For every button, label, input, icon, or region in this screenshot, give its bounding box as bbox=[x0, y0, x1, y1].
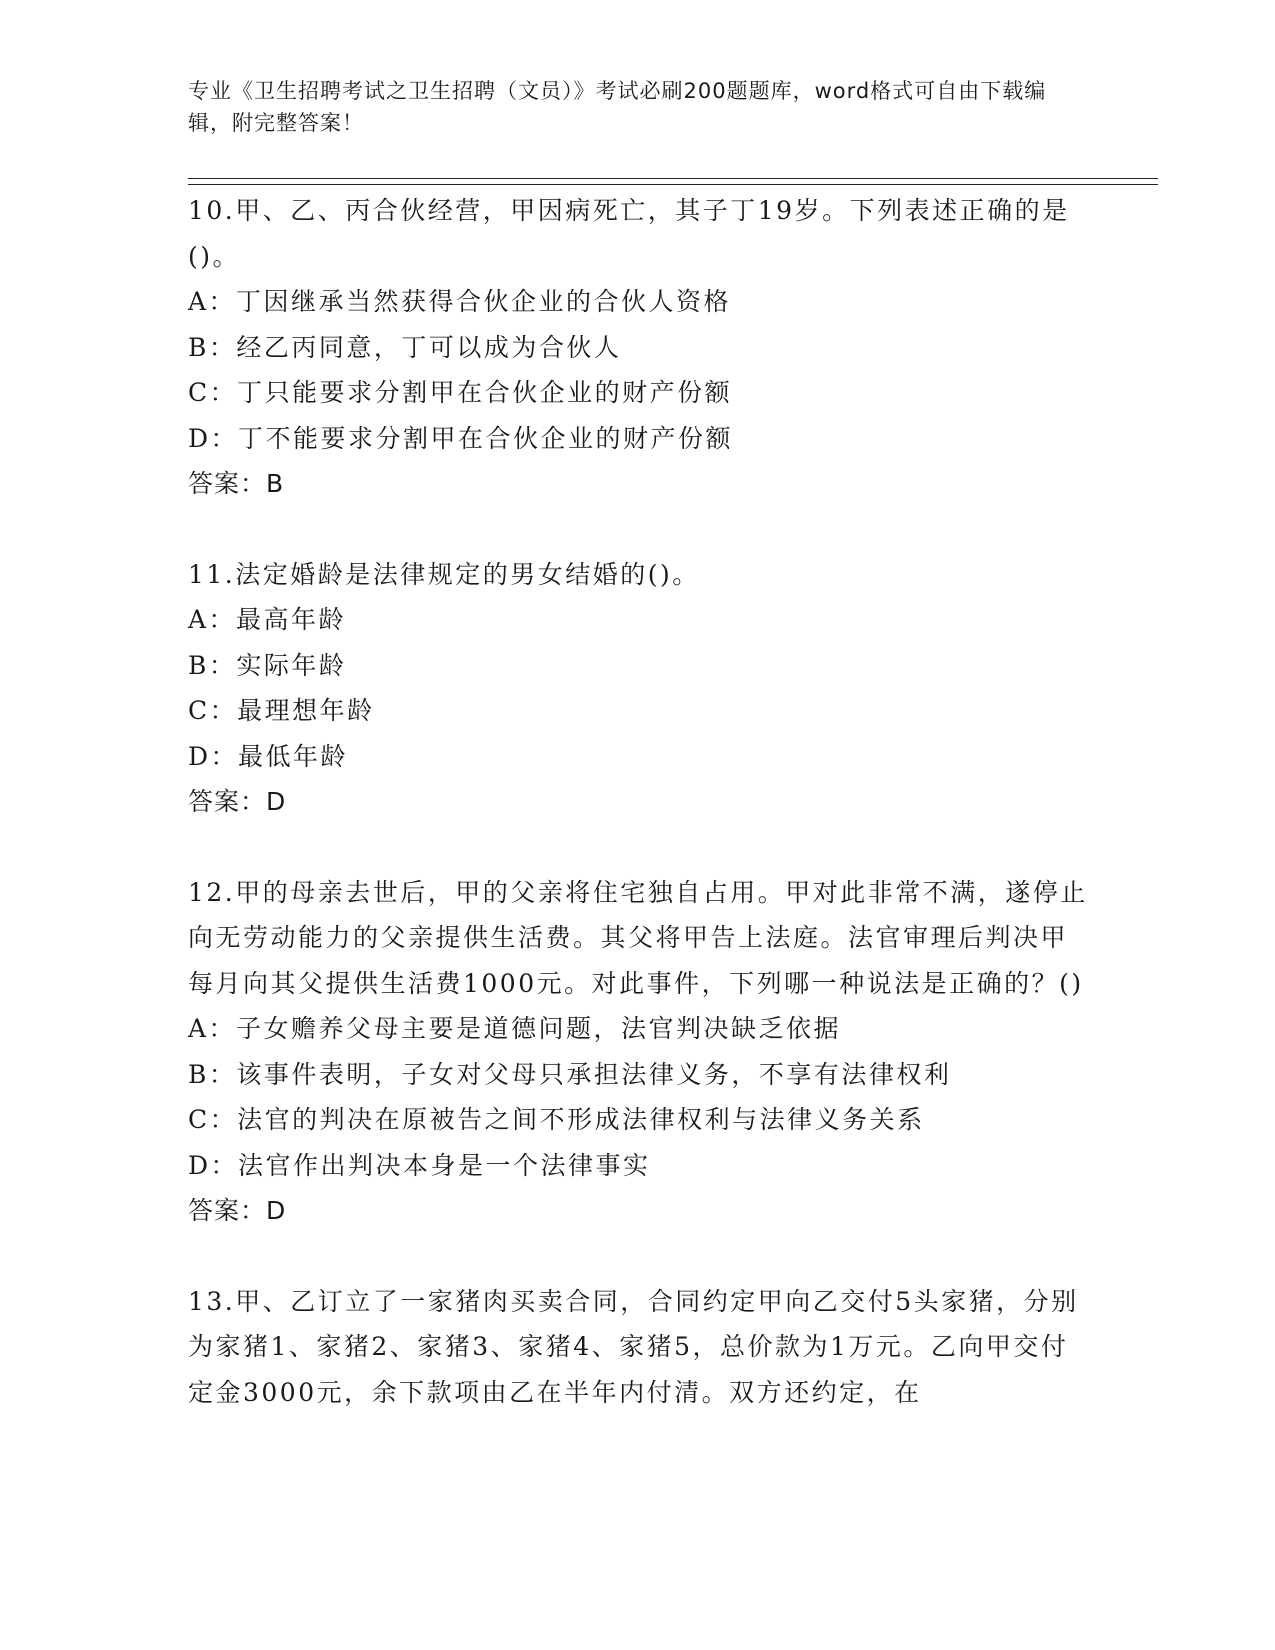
option-d: D：最低年龄 bbox=[188, 741, 349, 771]
answer-line: 答案：B bbox=[188, 469, 285, 498]
question-text: 10.甲、乙、丙合伙经营，甲因病死亡，其子丁19岁。下列表述正确的是()。 bbox=[188, 196, 1070, 271]
option-a: A：子女赡养父母主要是道德问题，法官判决缺乏依据 bbox=[188, 1014, 842, 1043]
question-10 bbox=[188, 188, 1088, 507]
option-d: D：法官作出判决本身是一个法律事实 bbox=[188, 1150, 651, 1180]
answer-line: 答案：D bbox=[188, 1196, 287, 1225]
option-b: B：经乙丙同意，丁可以成为合伙人 bbox=[188, 332, 622, 362]
header-divider-bottom bbox=[188, 184, 1158, 185]
question-13 bbox=[188, 1279, 1088, 1416]
question-text: 11.法定婚龄是法律规定的男女结婚的()。 bbox=[188, 559, 700, 589]
answer-line: 答案：D bbox=[188, 787, 287, 816]
option-b: B：实际年龄 bbox=[188, 650, 347, 680]
header-divider-top bbox=[188, 178, 1158, 179]
question-12 bbox=[188, 870, 1088, 1234]
question-text: 13.甲、乙订立了一家猪肉买卖合同，合同约定甲向乙交付5头家猪，分别为家猪1、家猪2、家猪3、家猪4、家猪5，总价款为1万元。乙向甲交付定金3000元，余下款项由乙在半年内付清。双方还约定，在 bbox=[188, 1286, 1079, 1407]
question-11 bbox=[188, 552, 1088, 825]
question-list bbox=[188, 188, 1088, 1415]
option-b: B：该事件表明，子女对父母只承担法律义务，不享有法律权利 bbox=[188, 1059, 952, 1089]
question-text: 12.甲的母亲去世后，甲的父亲将住宅独自占用。甲对此非常不满，遂停止向无劳动能力的父亲提供生活费。其父将甲告上法庭。法官审理后判决甲每月向其父提供生活费1000元。对此事件，下列哪一种说法是正确的？() bbox=[188, 877, 1088, 998]
option-a: A：最高年龄 bbox=[188, 605, 347, 634]
option-c: C：丁只能要求分割甲在合伙企业的财产份额 bbox=[188, 378, 733, 407]
option-c: C：法官的判决在原被告之间不形成法律权利与法律义务关系 bbox=[188, 1105, 925, 1134]
option-d: D：丁不能要求分割甲在合伙企业的财产份额 bbox=[188, 423, 734, 453]
option-c: C：最理想年龄 bbox=[188, 696, 375, 725]
document-header: 专业《卫生招聘考试之卫生招聘（文员）》考试必刷200题题库，word格式可自由下载编辑，附完整答案！ bbox=[188, 79, 1047, 135]
option-a: A：丁因继承当然获得合伙企业的合伙人资格 bbox=[188, 287, 732, 316]
